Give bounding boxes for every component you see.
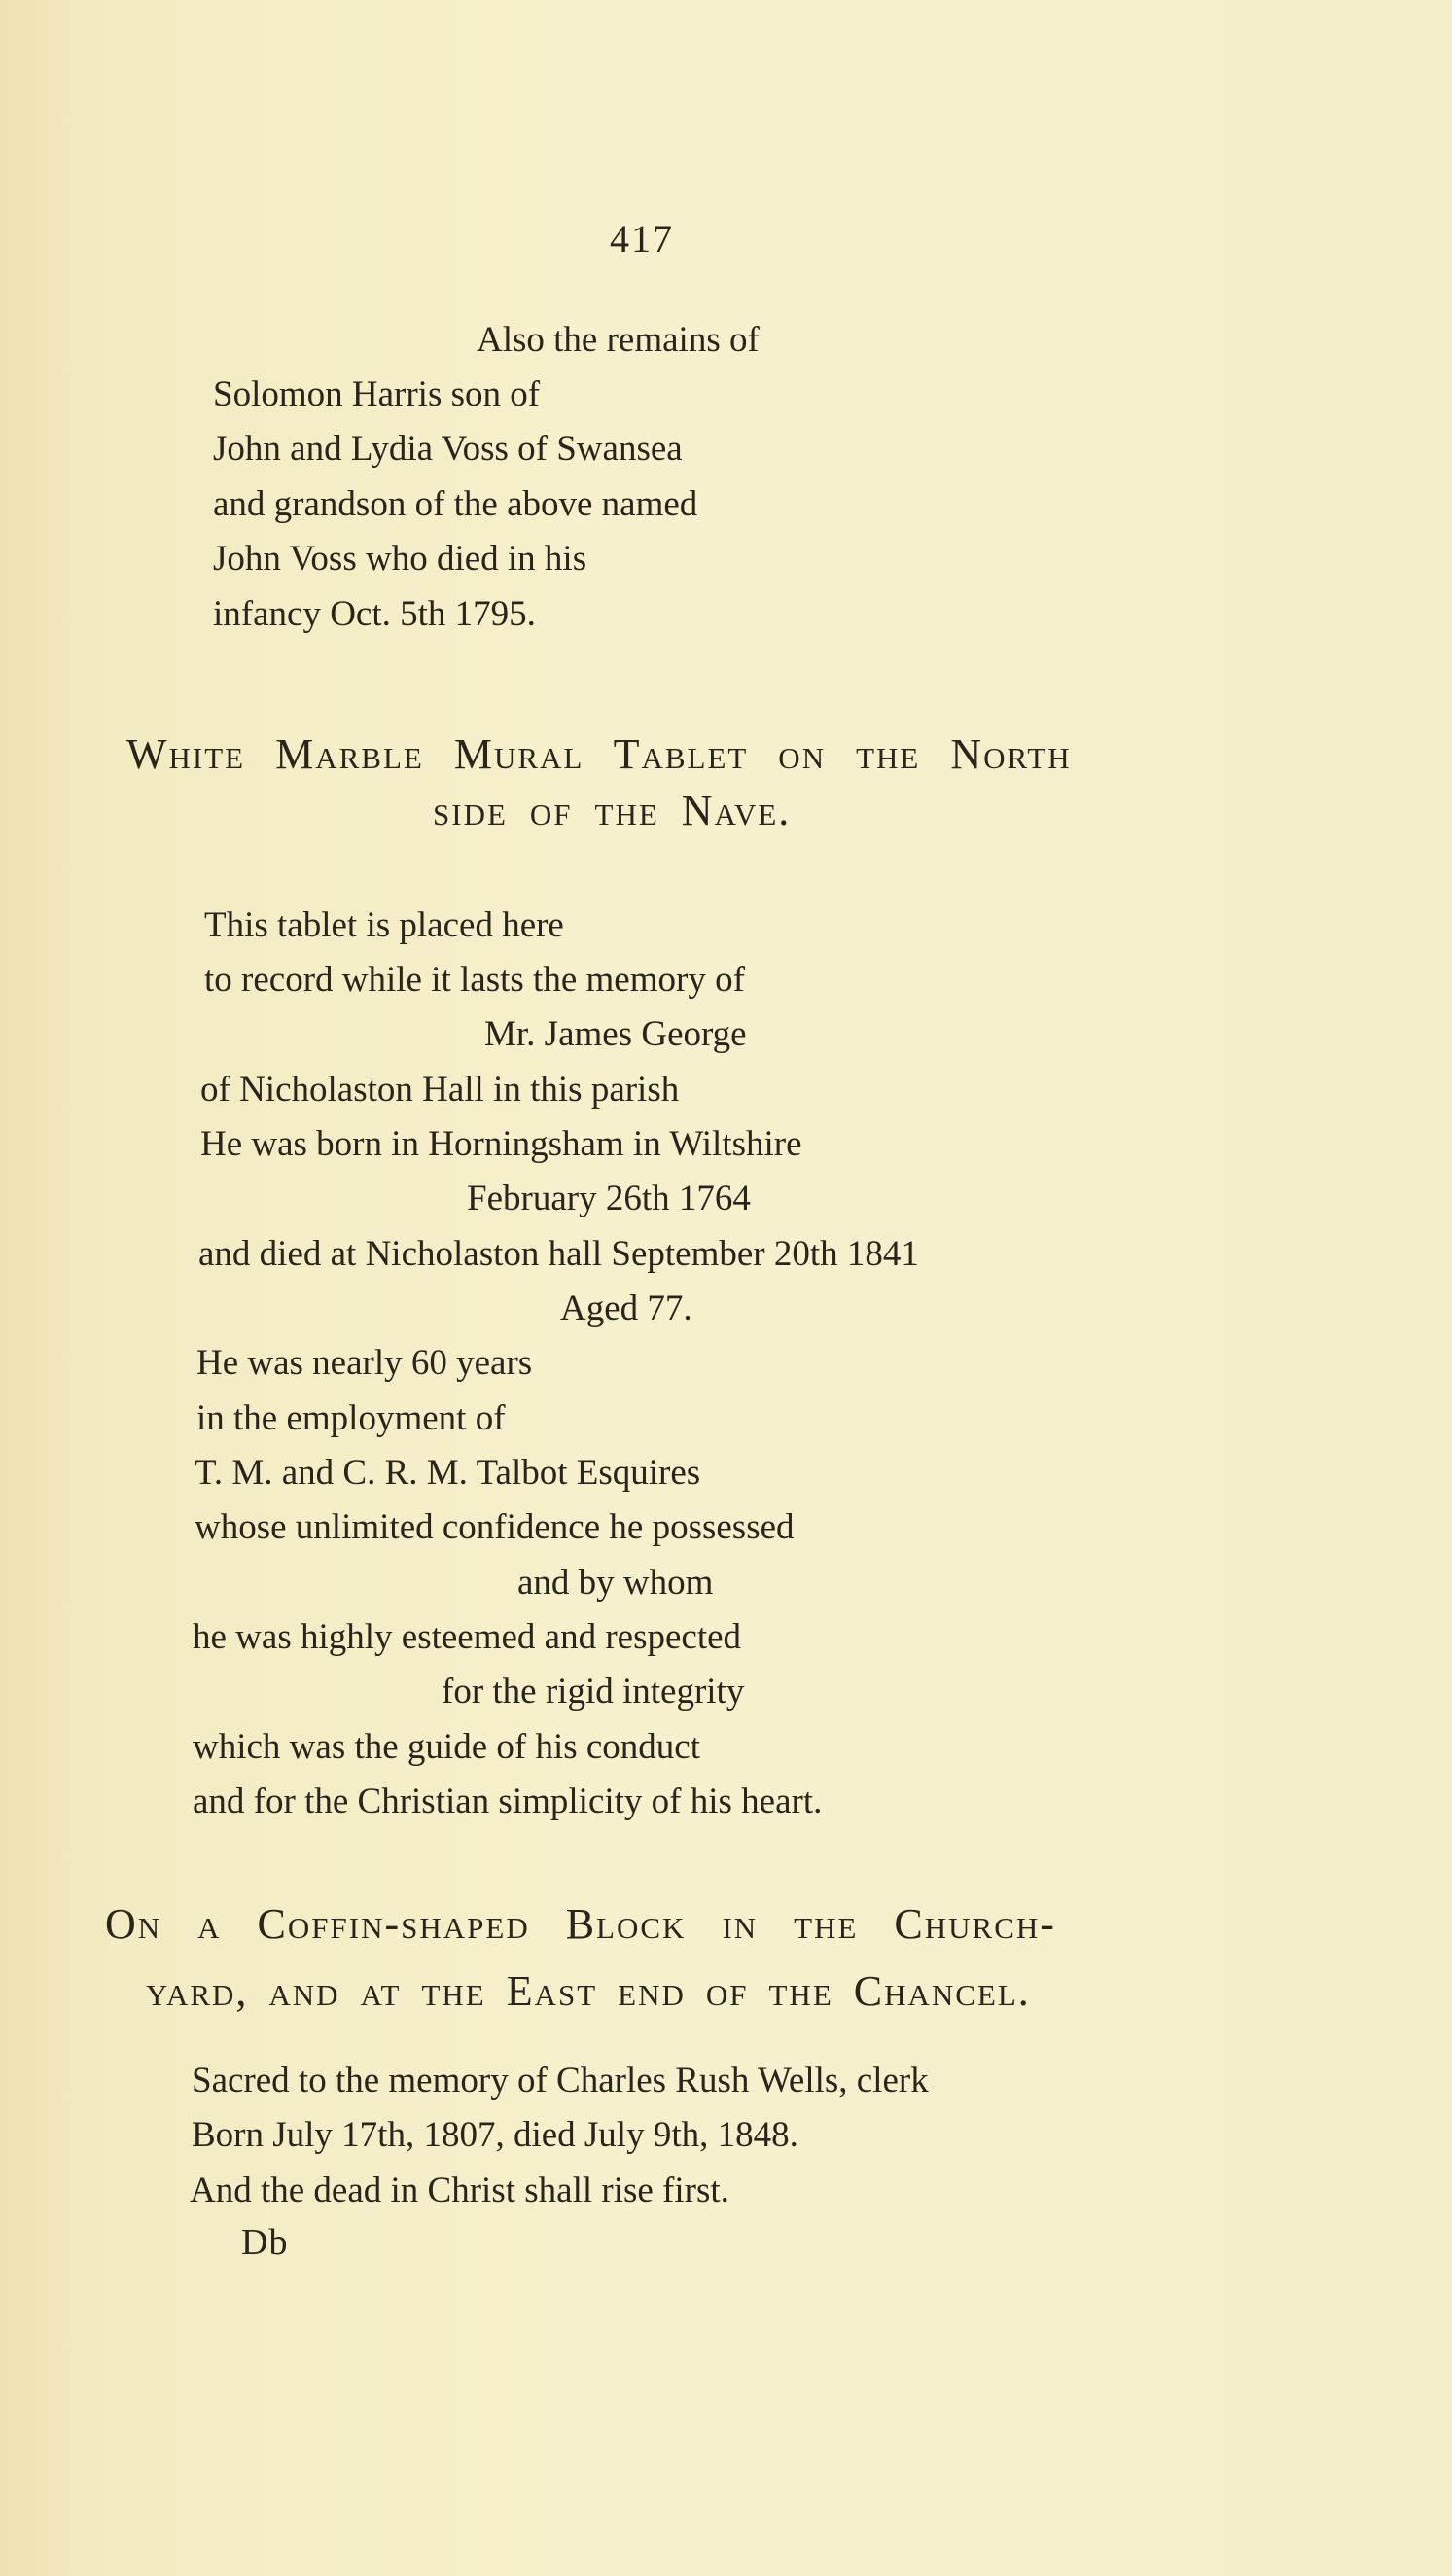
- intro-line: infancy Oct. 5th 1795.: [213, 594, 536, 634]
- intro-line: John Voss who died in his: [213, 539, 587, 579]
- intro-line: Also the remains of: [477, 320, 760, 360]
- inscription-line: which was the guide of his conduct: [193, 1727, 700, 1767]
- inscription-line: and by whom: [517, 1563, 714, 1603]
- inscription-line: to record while it lasts the memory of: [204, 960, 745, 1000]
- inscription-line: He was born in Horningsham in Wiltshire: [200, 1124, 802, 1164]
- intro-line: and grandson of the above named: [213, 484, 698, 524]
- page-number: 417: [610, 217, 674, 261]
- inscription-line: Mr. James George: [484, 1014, 747, 1054]
- inscription-line: and died at Nicholaston hall September 20th 1841: [198, 1234, 919, 1274]
- section-heading-white-marble-line1: White Marble Mural Tablet on the North: [126, 730, 1072, 778]
- inscription-line: in the employment of: [196, 1398, 506, 1438]
- inscription-line: of Nicholaston Hall in this parish: [200, 1070, 680, 1110]
- printer-signature-mark: Db: [241, 2222, 289, 2263]
- inscription-line: He was nearly 60 years: [196, 1343, 533, 1383]
- inscription-line: whose unlimited confidence he possessed: [195, 1507, 795, 1547]
- inscription-line: and for the Christian simplicity of his heart.: [193, 1782, 823, 1821]
- inscription-line: T. M. and C. R. M. Talbot Esquires: [195, 1453, 701, 1493]
- intro-line: Solomon Harris son of: [213, 374, 541, 414]
- coffin-inscription-line: And the dead in Christ shall rise first.: [190, 2170, 729, 2210]
- inscription-line: This tablet is placed here: [204, 905, 564, 945]
- section-heading-white-marble-line2: side of the Nave.: [433, 787, 792, 834]
- coffin-inscription-line: Born July 17th, 1807, died July 9th, 1848.: [192, 2115, 798, 2155]
- section-heading-coffin-block-line1: On a Coffin-shaped Block in the Church-: [105, 1900, 1056, 1948]
- section-heading-coffin-block-line2: yard, and at the East end of the Chancel.: [146, 1967, 1031, 2015]
- coffin-inscription-line: Sacred to the memory of Charles Rush Wells, clerk: [192, 2061, 929, 2100]
- inscription-line: February 26th 1764: [467, 1179, 751, 1218]
- inscription-line: for the rigid integrity: [442, 1672, 745, 1711]
- inscription-line: Aged 77.: [560, 1288, 692, 1328]
- intro-line: John and Lydia Voss of Swansea: [213, 429, 683, 469]
- inscription-line: he was highly esteemed and respected: [193, 1617, 742, 1657]
